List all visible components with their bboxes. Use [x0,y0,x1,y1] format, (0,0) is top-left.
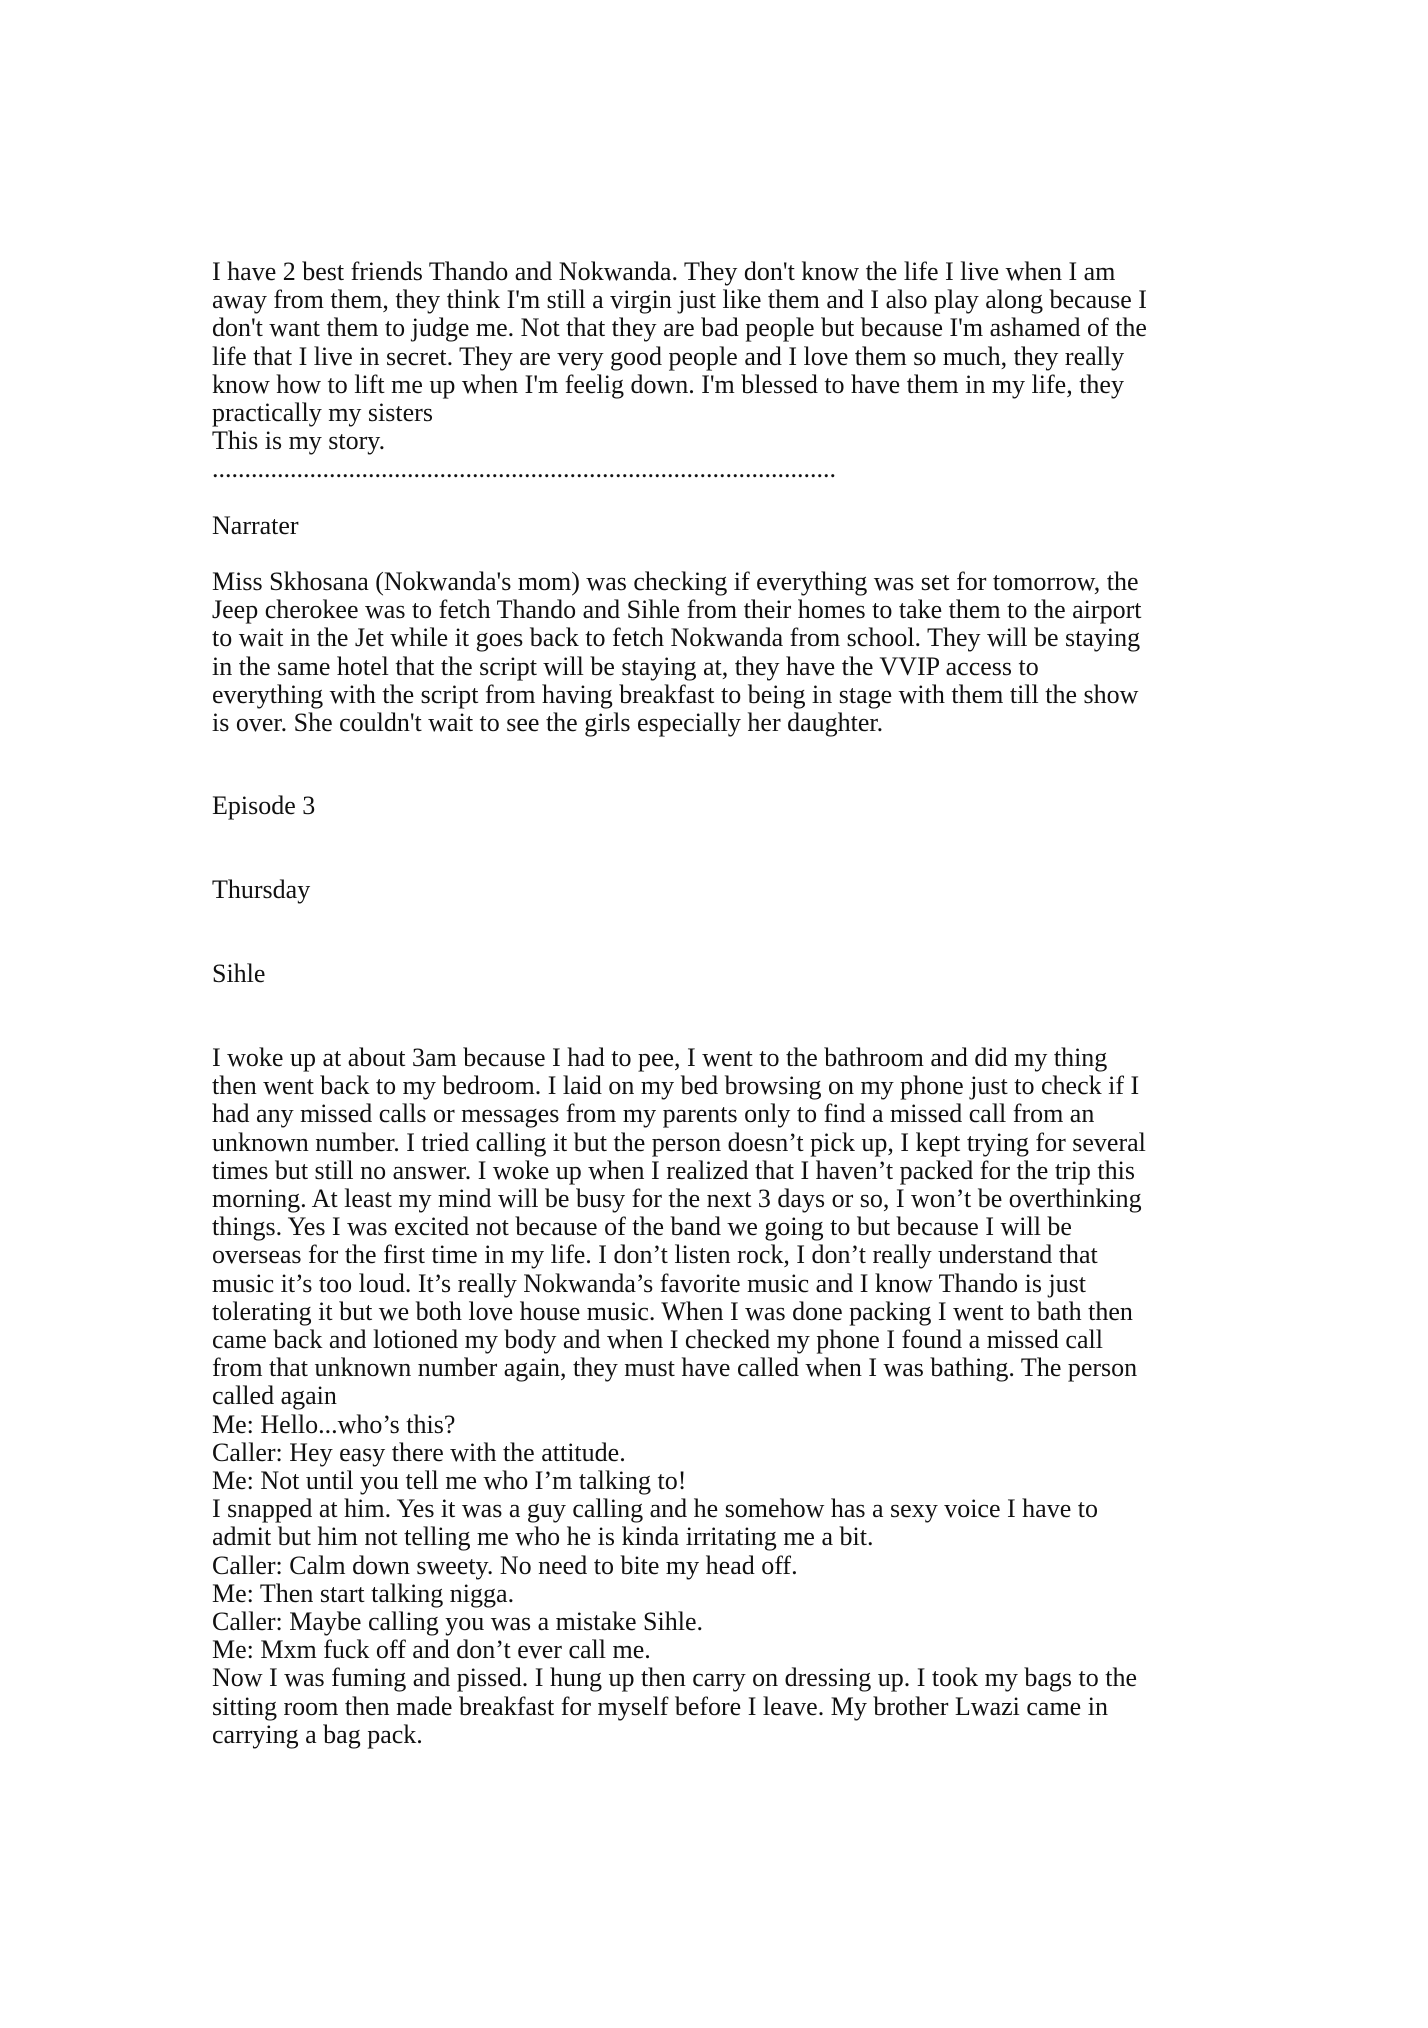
heading-text: Sihle [212,959,266,988]
narrator-paragraph [212,568,1232,737]
dialogue-line: Caller: Hey easy there with the attitude. [212,1437,626,1467]
paragraph-line: from that unknown number again, they must have called when I was bathing. The person [212,1353,1138,1383]
paragraph-line: everything with the script from having breakfast to being in stage with them till the show [212,679,1139,709]
dialogue-line: Caller: Calm down sweety. No need to bite my head off. [212,1550,798,1580]
day-heading [212,876,1232,904]
dialogue-line: Caller: Maybe calling you was a mistake Sihle. [212,1607,703,1637]
paragraph-line: practically my sisters [212,398,433,428]
paragraph-line: Now I was fuming and pissed. I hung up then carry on dressing up. I took my bags to the [212,1663,1138,1693]
paragraph-line: had any missed calls or messages from my parents only to find a missed call from an [212,1099,1095,1129]
heading-text: Narrater [212,511,299,540]
paragraph-line: This is my story. [212,426,386,456]
paragraph-line: music it’s too loud. It’s really Nokwanda’s favorite music and I know Thando is just [212,1268,1087,1298]
story-paragraph [212,1044,1232,1749]
paragraph-line: to wait in the Jet while it goes back to fetch Nokwanda from school. They will be staying [212,623,1141,653]
character-heading [212,960,1232,988]
narrator-heading [212,512,1232,540]
intro-paragraph [212,258,1232,484]
dialogue-line: Me: Not until you tell me who I’m talking to! [212,1466,687,1496]
dialogue-line: Me: Hello...who’s this? [212,1409,456,1439]
paragraph-line: things. Yes I was excited not because of the band we going to but because I will be [212,1212,1072,1242]
paragraph-line: admit but him not telling me who he is kinda irritating me a bit. [212,1522,874,1552]
paragraph-line: called again [212,1381,337,1411]
paragraph-line: Jeep cherokee was to fetch Thando and Sihle from their homes to take them to the airport [212,595,1142,625]
dialogue-line: Me: Mxm fuck off and don’t ever call me. [212,1635,651,1665]
paragraph-line: away from them, they think I'm still a virgin just like them and I also play along because I [212,285,1147,315]
heading-text: Thursday [212,875,311,904]
paragraph-line: I have 2 best friends Thando and Nokwanda. They don't know the life I live when I am [212,257,1116,286]
paragraph-line: morning. At least my mind will be busy for the next 3 days or so, I won’t be overthinking [212,1184,1142,1214]
paragraph-line: Miss Skhosana (Nokwanda's mom) was checking if everything was set for tomorrow, the [212,567,1139,596]
separator-dots: ................................................................................................ [212,454,836,484]
paragraph-line: is over. She couldn't wait to see the girls especially her daughter. [212,708,884,738]
paragraph-line: sitting room then made breakfast for myself before I leave. My brother Lwazi came in [212,1691,1108,1721]
paragraph-line: in the same hotel that the script will be staying at, they have the VVIP access to [212,651,1039,681]
paragraph-line: came back and lotioned my body and when I checked my phone I found a missed call [212,1325,1103,1355]
paragraph-line: then went back to my bedroom. I laid on my bed browsing on my phone just to check if I [212,1071,1140,1101]
paragraph-line: carrying a bag pack. [212,1719,423,1749]
paragraph-line: I snapped at him. Yes it was a guy calling and he somehow has a sexy voice I have to [212,1494,1098,1524]
paragraph-line: tolerating it but we both love house music. When I was done packing I went to bath then [212,1296,1133,1326]
paragraph-line: life that I live in secret. They are very good people and I love them so much, they really [212,341,1125,371]
dialogue-line: Me: Then start talking nigga. [212,1578,515,1608]
heading-text: Episode 3 [212,791,316,820]
paragraph-line: unknown number. I tried calling it but the person doesn’t pick up, I kept trying for several [212,1127,1146,1157]
paragraph-line: times but still no answer. I woke up when I realized that I haven’t packed for the trip this [212,1155,1135,1185]
paragraph-line: don't want them to judge me. Not that they are bad people but because I'm ashamed of the [212,313,1147,343]
episode-heading [212,792,1232,820]
paragraph-line: overseas for the first time in my life. I don’t listen rock, I don’t really understand that [212,1240,1098,1270]
paragraph-line: know how to lift me up when I'm feelig down. I'm blessed to have them in my life, they [212,369,1124,399]
paragraph-line: I woke up at about 3am because I had to pee, I went to the bathroom and did my thing [212,1043,1108,1072]
